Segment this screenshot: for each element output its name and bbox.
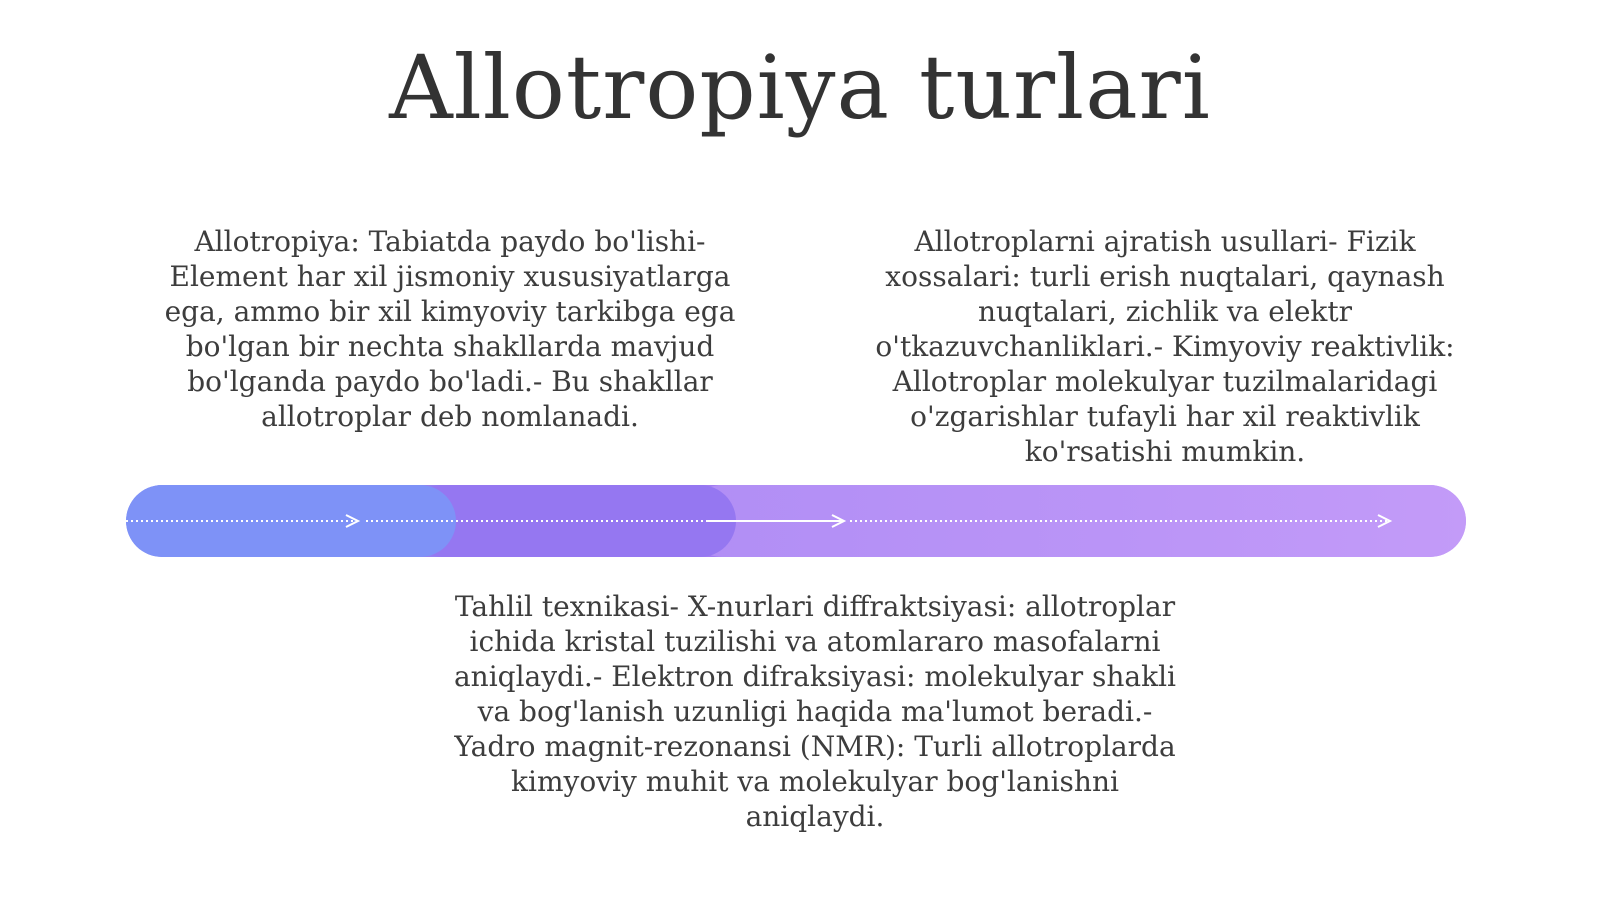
text-block-right: Allotroplarni ajratish usullari- Fizik xossalari: turli erish nuqtalari, qaynash nuqtalari, zichlik va elektr o'tkazuvchanliklari.- Kimyoviy reaktivlik: Allotroplar molekulyar tuzilmalaridagi o'zgarishlar tufayli har xil reaktivlik ko'rsatishi mumkin.: [875, 225, 1455, 468]
timeline-bar: [126, 485, 1466, 557]
text-block-left: Allotropiya: Tabiatda paydo bo'lishi- Element har xil jismoniy xususiyatlarga ega, ammo bir xil kimyoviy tarkibga ega bo'lgan bir nechta shakllarda mavjud bo'lganda paydo bo'ladi.- Bu shakllar allotroplar deb nomlanadi.: [164, 225, 736, 433]
timeline-arrows: [126, 485, 1466, 557]
text-block-bottom: Tahlil texnikasi- X-nurlari diffraktsiyasi: allotroplar ichida kristal tuzilishi va atomlararo masofalarni aniqlaydi.- Elektron difraksiyasi: molekulyar shakli va bog'lanish uzunligi haqida ma'lumot beradi.- Yadro magnit-rezonansi (NMR): Turli allotroplarda kimyoviy muhit va molekulyar bog'lanishni aniqlaydi.: [453, 590, 1176, 833]
slide-title: Allotropiya turlari: [389, 36, 1211, 139]
arrow-right-icon: [1378, 515, 1390, 527]
